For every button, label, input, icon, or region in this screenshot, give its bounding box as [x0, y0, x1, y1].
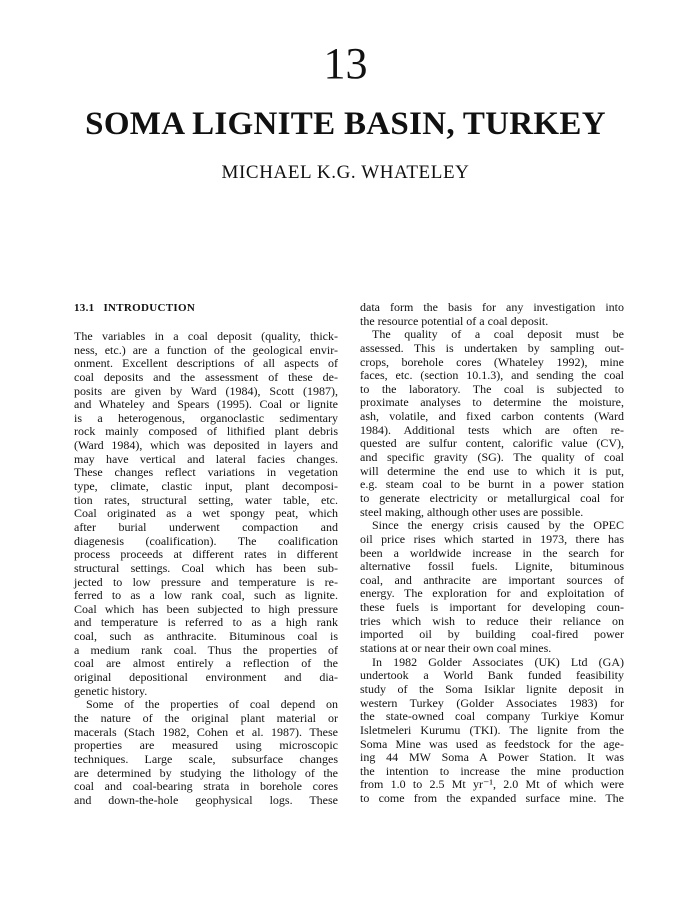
- text-line: are determined by studying the lithology of the: [74, 765, 338, 780]
- text-line: data form the basis for any investigation into: [360, 300, 624, 314]
- text-line: assessed. This is undertaken by sampling out-: [360, 340, 624, 355]
- text-line: The variables in a coal deposit (quality, thick-: [74, 329, 338, 343]
- text-line: imported oil by building coal-fired power: [360, 627, 624, 642]
- text-line: alternative fossil fuels. Lignite, bituminous: [360, 559, 624, 574]
- text-line: coal are almost entirely a reflection of the: [74, 656, 338, 671]
- text-line: structural settings. Coal which has been sub-: [74, 560, 338, 575]
- text-line: These changes reflect variations in vegetation: [74, 465, 338, 480]
- text-line: jected to low pressure and temperature is re-: [74, 574, 338, 589]
- text-line: stations at or near their own coal mines.: [360, 641, 552, 656]
- text-line: and temperature is referred to as a high rank: [74, 615, 338, 630]
- text-line: to come from the expanded surface mine. The: [360, 791, 624, 806]
- text-line: faces, etc. (section 10.1.3), and sending the coal: [360, 368, 624, 383]
- section-heading: [74, 301, 338, 315]
- chapter-title: SOMA LIGNITE BASIN, TURKEY: [85, 106, 606, 142]
- text-line: macerals (Stach 1982, Cohen et al. 1987). These: [74, 724, 338, 739]
- text-line: and Whateley and Spears (1995). Coal or lignite: [74, 397, 338, 412]
- text-line: Since the energy crisis caused by the OPEC: [372, 518, 624, 533]
- text-line: onment. Excellent descriptions of all aspects of: [74, 356, 338, 371]
- paragraph: [360, 301, 624, 328]
- text-line: coal deposits and the assessment of these de-: [74, 369, 338, 384]
- text-line: The quality of a coal deposit must be: [372, 327, 624, 342]
- text-line: coal, and anthracite are important sources of: [360, 572, 624, 587]
- paragraph: [360, 656, 624, 806]
- text-line: after burial underwent compaction and: [74, 519, 338, 534]
- text-line: techniques. Large scale, subsurface changes: [74, 751, 338, 766]
- text-line: study of the Soma Isiklar lignite deposit in: [360, 681, 624, 696]
- text-line: undertook a World Bank funded feasibility: [360, 668, 624, 683]
- text-line: the nature of the original plant material or: [74, 710, 338, 725]
- text-line: In 1982 Golder Associates (UK) Ltd (GA): [372, 654, 624, 669]
- text-line: posits are given by Ward (1984), Scott (1987),: [74, 383, 338, 398]
- text-line: the state-owned coal company Turkiye Komur: [360, 709, 624, 724]
- text-line: coal and coal-bearing strata in borehole cores: [74, 779, 338, 794]
- right-column: [360, 301, 624, 806]
- text-line: energy. The exploration for and exploitation of: [360, 586, 624, 601]
- text-line: rock mainly composed of lithified plant debris: [74, 424, 338, 439]
- paragraph: [74, 698, 338, 807]
- text-line: been a worldwide increase in the search for: [360, 545, 624, 560]
- text-line: ing 44 MW Soma A Power Station. It was: [360, 750, 624, 765]
- text-line: tries which wish to reduce their reliance on: [360, 613, 624, 628]
- chapter-author: MICHAEL K.G. WHATELEY: [221, 162, 470, 183]
- text-line: (Ward 1984), which was deposited in layers and: [74, 438, 338, 453]
- text-line: genetic history.: [74, 683, 148, 698]
- text-line: and down-the-hole geophysical logs. These: [74, 792, 338, 807]
- text-line: 1984). Additional tests which are often re-: [360, 422, 624, 437]
- text-line: process proceeds at different rates in different: [74, 547, 338, 562]
- text-line: type, climate, clastic input, plant decomposi-: [74, 479, 338, 494]
- text-line: a medium rank coal. Thus the properties of: [74, 642, 338, 657]
- text-line: the resource potential of a coal deposit.: [360, 313, 549, 328]
- text-line: Coal which has been subjected to high pressure: [74, 601, 338, 616]
- left-column: [74, 301, 338, 807]
- text-line: Coal originated as a wet spongy peat, which: [74, 506, 338, 521]
- text-line: original depositional environment and dia-: [74, 670, 338, 685]
- text-line: Some of the properties of coal depend on: [86, 697, 338, 712]
- text-line: Soma Mine was used as feedstock for the age-: [360, 736, 624, 751]
- text-line: the intention to increase the mine production: [360, 763, 624, 778]
- text-line: western Turkey (Golder Associates 1983) for: [360, 695, 624, 710]
- text-line: from 1.0 to 2.5 Mt yr⁻¹, 2.0 Mt of which were: [360, 777, 624, 792]
- paragraph: [360, 519, 624, 655]
- text-line: properties are measured using microscopic: [74, 738, 338, 753]
- left-column-body: [74, 330, 338, 807]
- text-line: tion rates, structural setting, water table, etc.: [74, 492, 338, 507]
- text-line: will determine the end use to which it is put,: [360, 463, 624, 478]
- section-title: INTRODUCTION: [103, 302, 196, 314]
- text-line: may have vertical and lateral facies changes.: [74, 451, 338, 466]
- text-line: to the laboratory. The coal is subjected to: [360, 381, 624, 396]
- paragraph: [360, 328, 624, 519]
- text-line: ferred to as a low rank coal, such as lignite.: [74, 588, 338, 603]
- text-line: crops, borehole cores (Whateley 1992), mine: [360, 354, 624, 369]
- text-line: proximate analyses to determine the moisture,: [360, 395, 624, 410]
- text-line: e.g. steam coal to be burnt in a power station: [360, 477, 624, 492]
- text-line: steel making, although other uses are possible.: [360, 504, 584, 519]
- right-column-body: [360, 301, 624, 806]
- text-line: coal, such as anthracite. Bituminous coal is: [74, 629, 338, 644]
- text-line: and specific gravity (SG). The quality of coal: [360, 450, 624, 465]
- text-line: diagenesis (coalification). The coalification: [74, 533, 338, 548]
- text-line: ash, volatile, and fixed carbon contents (Ward: [360, 409, 624, 424]
- text-line: quested are sulfur content, calorific value (CV),: [360, 436, 624, 451]
- text-line: these fuels is important for developing coun-: [360, 600, 624, 615]
- text-line: ness, etc.) are a function of the geological envir-: [74, 342, 338, 357]
- text-line: Isletmeleri Kurumu (TKI). The lignite from the: [360, 722, 624, 737]
- text-line: is a heterogenous, organoclastic sedimentary: [74, 410, 338, 425]
- paragraph: [74, 330, 338, 698]
- text-line: to generate electricity or metallurgical coal for: [360, 490, 624, 505]
- section-number: 13.1: [74, 302, 95, 314]
- chapter-number: 13: [323, 39, 368, 88]
- text-line: oil price rises which started in 1973, there has: [360, 531, 624, 546]
